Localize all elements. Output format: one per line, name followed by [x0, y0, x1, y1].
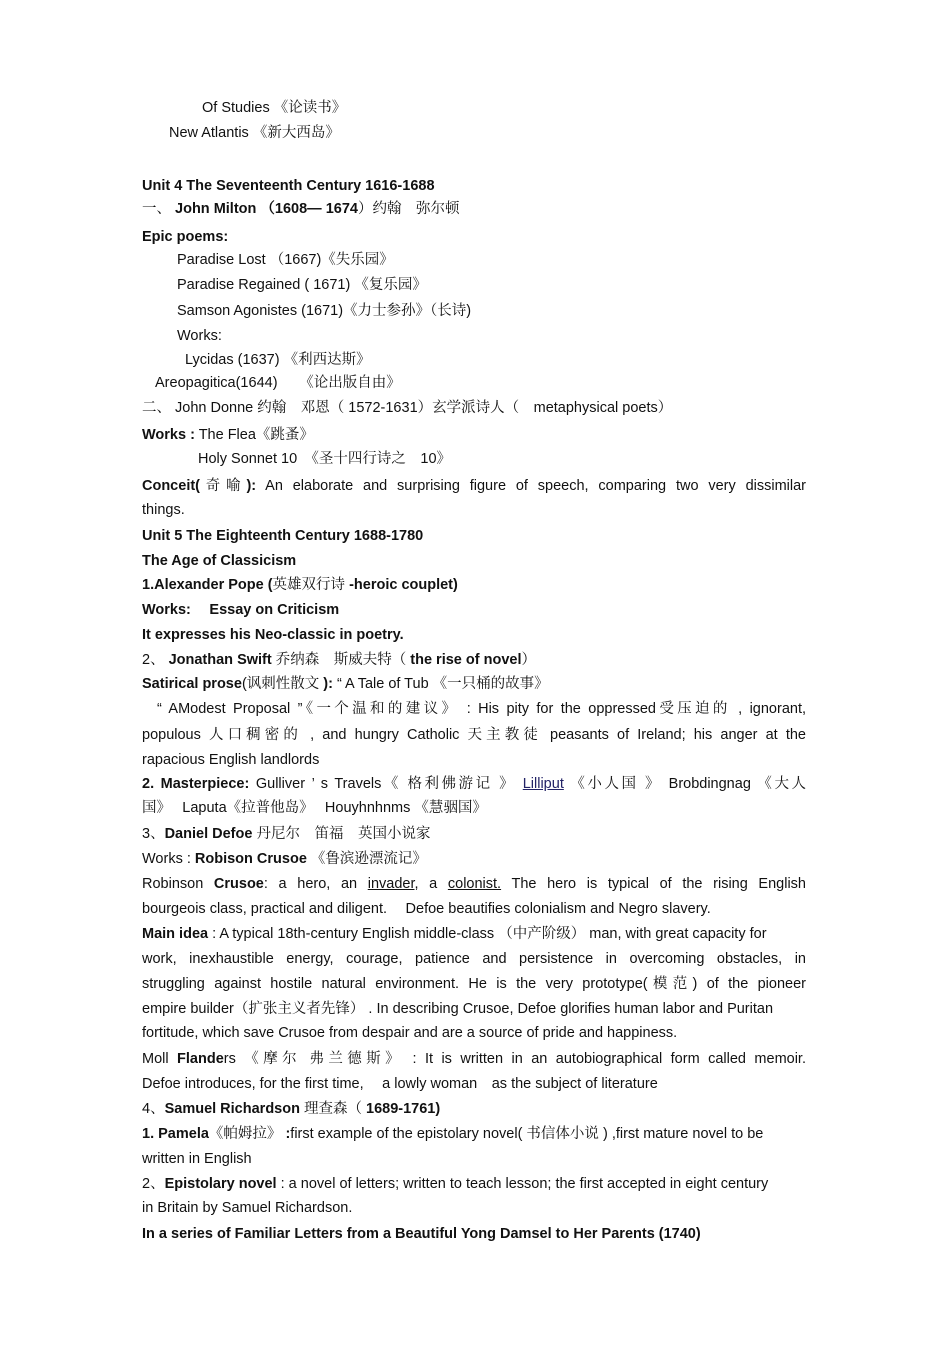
main-idea-label: Main idea [142, 926, 209, 942]
epistolary-term: Epistolary novel [164, 1176, 277, 1192]
pope-neo-classic: It expresses his Neo-classic in poetry. [142, 627, 404, 643]
swift-number: 2、 [142, 652, 169, 668]
poem-paradise-regained: Paradise Regained ( 1671) 《复乐园》 [177, 277, 427, 293]
defoe-works-label: Works : [142, 851, 195, 867]
pamela [142, 1124, 763, 1144]
main-idea-2: work, inexhaustible energy, courage, patience and persistence in overcoming obstacles, in [142, 951, 806, 967]
richardson-dates: 1689-1761) [366, 1101, 441, 1117]
swift-heading [142, 650, 536, 670]
main-idea-3: struggling against hostile natural environment. He is the very prototype(模范) of the pioneer [142, 976, 806, 992]
modest-proposal: “ AModest Proposal ”《一个温和的建议》 : His pity for the oppressed受压迫的 , ignorant, [157, 701, 806, 717]
epic-poems-heading: Epic poems: [142, 229, 229, 245]
epistolary-novel [142, 1174, 768, 1194]
rob-invader: invader [367, 876, 415, 892]
moll-flanders-cont: Defoe introduces, for the first time, a lowly woman as the subject of literature [142, 1076, 658, 1092]
unit4-heading: Unit 4 The Seventeenth Century 1616-1688 [142, 178, 435, 194]
milton-name: John Milton （1608— 1674 [175, 201, 358, 217]
pope-couplet: -heroic couplet) [345, 577, 458, 593]
robinson-description-cont: bourgeois class, practical and diligent. Defoe beautifies colonialism and Negro slavery. [142, 901, 711, 917]
conceit-colon: ): [246, 478, 257, 494]
pamela-chinese: 《帕姆拉》 [208, 1126, 286, 1142]
main-idea [142, 924, 767, 944]
pamela-colon: : [285, 1126, 291, 1142]
masterpiece [142, 774, 806, 794]
main-idea-4: empire builder（扩张主义者先锋） . In describing Crusoe, Defoe glorifies human labor and Puritan [142, 1001, 774, 1017]
robinson-crusoe-title: Robison Crusoe [194, 851, 307, 867]
conceit-text: An elaborate and surprising figure of speech, comparing two very dissimilar [256, 478, 807, 494]
book-of-studies: Of Studies 《论读书》 [202, 100, 347, 116]
pope-heading [142, 575, 458, 595]
lilliput-link: Lilliput [522, 776, 564, 792]
epistolary-number: 2、 [142, 1176, 165, 1192]
moll-3: rs 《摩尔 弗兰德斯》 : It is written in an autobiographical form called memoir. [223, 1051, 806, 1067]
work-holy-sonnet: Holy Sonnet 10 《圣十四行诗之 10》 [198, 451, 452, 467]
richardson-chinese: 理查森（ [299, 1101, 367, 1117]
defoe-heading [142, 824, 430, 844]
epistolary-text: : a novel of letters; written to teach lesson; the first accepted in eight century [276, 1176, 769, 1192]
epistolary-novel-cont: in Britain by Samuel Richardson. [142, 1200, 353, 1216]
moll-1: Moll [142, 1051, 178, 1067]
rob-2: : a hero, an [263, 876, 368, 892]
richardson-number: 4、 [142, 1101, 165, 1117]
conceit-chinese: 奇喻 [200, 478, 247, 494]
milton-heading [142, 199, 459, 219]
donne-works-label: Works : [142, 427, 195, 443]
poem-samson-agonistes: Samson Agonistes (1671)《力士参孙》（长诗) [177, 303, 472, 319]
pope-works: Works: Essay on Criticism [142, 602, 340, 618]
satirical-label: Satirical prose [142, 676, 242, 692]
pamela-cont: written in English [142, 1151, 252, 1167]
unit5-heading: Unit 5 The Eighteenth Century 1688-1780 [142, 528, 424, 544]
swift-novel: the rise of novel [410, 652, 522, 668]
gullivers-travels: Gulliver ’ s Travels《 格利佛游记 》 [249, 776, 523, 792]
defoe-works [142, 849, 427, 869]
defoe-chinese: 丹尼尔 笛福 英国小说家 [252, 826, 431, 842]
richardson-name: Samuel Richardson [164, 1101, 300, 1117]
conceit-definition [142, 476, 806, 496]
defoe-number: 3、 [142, 826, 165, 842]
swift-close: ） [521, 652, 536, 668]
swift-chinese: 乔纳森 斯威夫特（ [271, 652, 411, 668]
pamela-text: first example of the epistolary novel( 书信体小说 ) ,first mature novel to be [290, 1126, 764, 1142]
moll-2: Flande [177, 1051, 224, 1067]
main-idea-text: : A typical 18th-century English middle-class （中产阶级） man, with great capacity for [208, 926, 767, 942]
rob-4: The hero is typical of the rising English [501, 876, 806, 892]
modest-proposal-cont: populous 人口稠密的 , and hungry Catholic 天主教徒 peasants of Ireland; his anger at the [142, 727, 806, 743]
conceit-text-end: things. [142, 502, 185, 518]
swift-name: Jonathan Swift [168, 652, 272, 668]
familiar-letters: In a series of Familiar Letters from a Beautiful Yong Damsel to Her Parents (1740) [142, 1226, 701, 1242]
masterpiece-label: 2. Masterpiece: [142, 776, 250, 792]
defoe-name: Daniel Defoe [164, 826, 253, 842]
rob-colonist: colonist. [447, 876, 502, 892]
rob-1: Robinson [142, 876, 214, 892]
work-lycidas: Lycidas (1637) 《利西达斯》 [185, 352, 371, 368]
donne-heading: 二、 John Donne 约翰 邓恩（ 1572-1631）玄学派诗人（ metaphysical poets） [142, 400, 673, 416]
pope-chinese: 英雄双行诗 [272, 577, 346, 593]
masterpiece-places: 《小人国 》 Brobdingnag 《大人 [563, 776, 806, 792]
rob-3: , a [414, 876, 448, 892]
works-label: Works: [177, 328, 222, 344]
satirical-chinese: (讽刺性散文 [241, 676, 324, 692]
modest-proposal-end: rapacious English landlords [142, 752, 320, 768]
work-areopagitica: Areopagitica(1644) 《论出版自由》 [155, 375, 401, 391]
age-heading: The Age of Classicism [142, 553, 297, 569]
rob-crusoe: Crusoe [213, 876, 264, 892]
tale-of-tub: “ A Tale of Tub 《一只桶的故事》 [332, 676, 549, 692]
donne-works [142, 425, 314, 445]
poem-paradise-lost: Paradise Lost （1667)《失乐园》 [177, 252, 394, 268]
donne-work-flea: The Flea《跳蚤》 [194, 427, 314, 443]
book-new-atlantis: New Atlantis 《新大西岛》 [169, 125, 340, 141]
robinson-crusoe-chinese: 《鲁滨逊漂流记》 [306, 851, 427, 867]
satirical-prose [142, 674, 549, 694]
moll-flanders [142, 1049, 806, 1069]
pamela-title: 1. Pamela [142, 1126, 209, 1142]
masterpiece-places-cont: 国》 Laputa《拉普他岛》 Houyhnhnms 《慧骃国》 [142, 800, 487, 816]
satirical-colon: ): [323, 676, 333, 692]
conceit-term: Conceit( [142, 478, 200, 494]
pope-name: 1.Alexander Pope ( [142, 577, 273, 593]
milton-number: 一、 [142, 201, 176, 217]
robinson-description [142, 874, 806, 894]
milton-chinese: ）约翰 弥尔顿 [357, 201, 460, 217]
main-idea-5: fortitude, which save Crusoe from despair and are a source of pride and happiness. [142, 1025, 678, 1041]
richardson-heading [142, 1099, 440, 1119]
